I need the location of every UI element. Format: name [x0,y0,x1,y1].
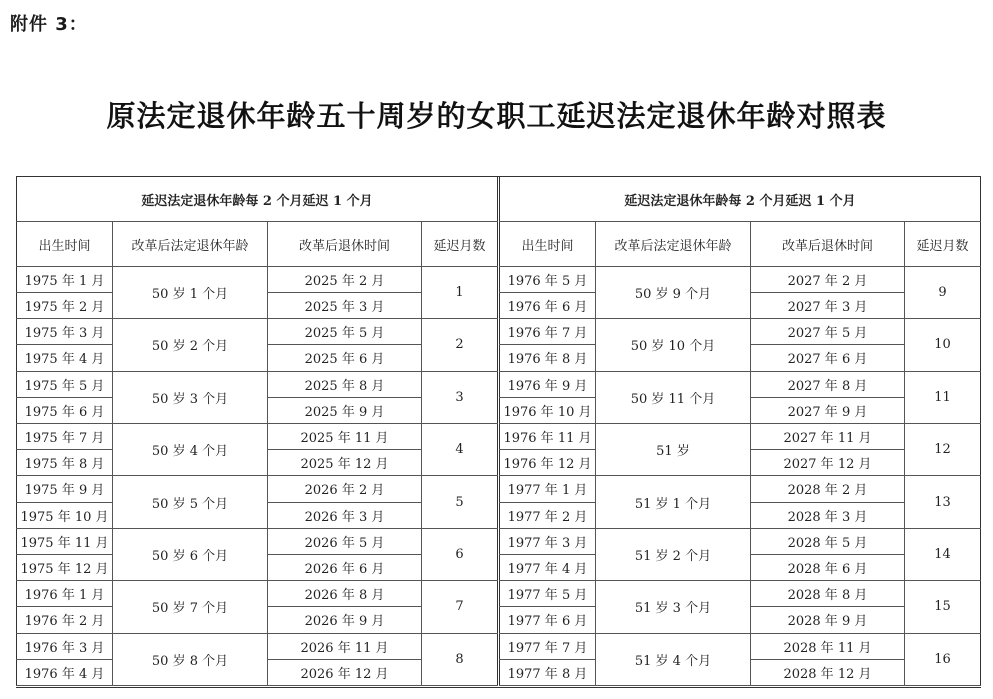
birth-time-cell: 1976 年 10 月 [499,397,595,423]
birth-time-cell: 1977 年 1 月 [499,476,595,502]
birth-time-cell: 1975 年 9 月 [17,476,113,502]
birth-time-cell: 1976 年 2 月 [17,607,113,633]
table-caption-row [499,177,980,222]
birth-time-cell: 1976 年 1 月 [17,581,113,607]
retirement-age-cell: 50 岁 7 个月 [113,581,268,633]
table-row [499,476,980,502]
birth-time-cell: 1977 年 7 月 [499,633,595,659]
delay-months-cell: 13 [904,476,980,528]
retirement-time-cell: 2027 年 8 月 [750,371,904,397]
retirement-time-cell: 2025 年 8 月 [268,371,422,397]
retirement-time-cell: 2025 年 3 月 [268,292,422,318]
birth-time-cell: 1976 年 5 月 [499,266,595,292]
birth-time-cell: 1975 年 7 月 [17,423,113,449]
retirement-age-cell: 51 岁 1 个月 [595,476,750,528]
delay-months-cell: 10 [904,319,980,371]
birth-time-cell: 1976 年 6 月 [499,292,595,318]
delay-months-cell: 3 [422,371,498,423]
table-row [17,371,498,397]
delay-months-cell: 5 [422,476,498,528]
retirement-time-cell: 2028 年 12 月 [750,659,904,685]
retirement-time-cell: 2025 年 5 月 [268,319,422,345]
retirement-time-cell: 2026 年 8 月 [268,581,422,607]
birth-time-cell: 1975 年 2 月 [17,292,113,318]
retirement-time-cell: 2026 年 3 月 [268,502,422,528]
table-row [17,319,498,345]
delay-months-cell: 8 [422,633,498,685]
retirement-time-cell: 2025 年 11 月 [268,423,422,449]
retirement-time-cell: 2027 年 11 月 [750,423,904,449]
birth-time-cell: 1975 年 12 月 [17,554,113,580]
retirement-time-cell: 2028 年 2 月 [750,476,904,502]
retirement-time-cell: 2028 年 8 月 [750,581,904,607]
header-retirement-age: 改革后法定退休年龄 [113,222,268,266]
birth-time-cell: 1975 年 3 月 [17,319,113,345]
retirement-time-cell: 2027 年 3 月 [750,292,904,318]
retirement-time-cell: 2028 年 6 月 [750,554,904,580]
birth-time-cell: 1975 年 5 月 [17,371,113,397]
retirement-time-cell: 2027 年 9 月 [750,397,904,423]
retirement-age-cell: 50 岁 1 个月 [113,266,268,318]
left-table [16,177,498,686]
birth-time-cell: 1977 年 5 月 [499,581,595,607]
retirement-time-cell: 2028 年 9 月 [750,607,904,633]
birth-time-cell: 1976 年 12 月 [499,450,595,476]
birth-time-cell: 1975 年 8 月 [17,450,113,476]
retirement-age-cell: 51 岁 [595,423,750,475]
birth-time-cell: 1976 年 3 月 [17,633,113,659]
birth-time-cell: 1976 年 11 月 [499,423,595,449]
retirement-age-cell: 50 岁 3 个月 [113,371,268,423]
delay-months-cell: 2 [422,319,498,371]
header-retirement-time: 改革后退休时间 [268,222,422,266]
delay-months-cell: 16 [904,633,980,685]
retirement-time-cell: 2027 年 6 月 [750,345,904,371]
retirement-time-cell: 2028 年 5 月 [750,528,904,554]
retirement-age-cell: 50 岁 4 个月 [113,423,268,475]
table-caption: 延迟法定退休年龄每 2 个月延迟 1 个月 [17,177,498,222]
retirement-time-cell: 2025 年 2 月 [268,266,422,292]
retirement-age-cell: 50 岁 6 个月 [113,528,268,580]
retirement-time-cell: 2026 年 2 月 [268,476,422,502]
header-delay-months: 延迟月数 [904,222,980,266]
birth-time-cell: 1977 年 8 月 [499,659,595,685]
delay-months-cell: 11 [904,371,980,423]
retirement-age-cell: 50 岁 9 个月 [595,266,750,318]
retirement-time-cell: 2027 年 12 月 [750,450,904,476]
delay-months-cell: 6 [422,528,498,580]
retirement-time-cell: 2025 年 9 月 [268,397,422,423]
table-row [499,581,980,607]
retirement-age-cell: 50 岁 5 个月 [113,476,268,528]
birth-time-cell: 1977 年 6 月 [499,607,595,633]
retirement-age-cell: 51 岁 4 个月 [595,633,750,685]
birth-time-cell: 1976 年 4 月 [17,659,113,685]
retirement-age-cell: 50 岁 2 个月 [113,319,268,371]
retirement-age-cell: 51 岁 3 个月 [595,581,750,633]
birth-time-cell: 1975 年 6 月 [17,397,113,423]
table-row [499,528,980,554]
birth-time-cell: 1976 年 9 月 [499,371,595,397]
table-row [17,581,498,607]
retirement-time-cell: 2028 年 3 月 [750,502,904,528]
table-row [17,633,498,659]
retirement-time-cell: 2028 年 11 月 [750,633,904,659]
delay-months-cell: 9 [904,266,980,318]
retirement-age-cell: 50 岁 8 个月 [113,633,268,685]
birth-time-cell: 1976 年 7 月 [499,319,595,345]
table-row [499,633,980,659]
retirement-time-cell: 2026 年 12 月 [268,659,422,685]
table-caption-row [17,177,498,222]
header-retirement-time: 改革后退休时间 [750,222,904,266]
document-title: 原法定退休年龄五十周岁的女职工延迟法定退休年龄对照表 [106,99,887,133]
retirement-time-cell: 2027 年 2 月 [750,266,904,292]
delay-months-cell: 7 [422,581,498,633]
header-birth-time: 出生时间 [17,222,113,266]
delay-months-cell: 15 [904,581,980,633]
table-header-row [499,222,980,266]
birth-time-cell: 1976 年 8 月 [499,345,595,371]
birth-time-cell: 1975 年 11 月 [17,528,113,554]
delay-months-cell: 4 [422,423,498,475]
delay-months-cell: 14 [904,528,980,580]
retirement-time-cell: 2026 年 11 月 [268,633,422,659]
delay-months-cell: 12 [904,423,980,475]
table-row [17,423,498,449]
birth-time-cell: 1975 年 10 月 [17,502,113,528]
table-row [499,319,980,345]
birth-time-cell: 1977 年 4 月 [499,554,595,580]
header-retirement-age: 改革后法定退休年龄 [595,222,750,266]
header-birth-time: 出生时间 [499,222,595,266]
table-caption: 延迟法定退休年龄每 2 个月延迟 1 个月 [499,177,980,222]
retirement-time-cell: 2025 年 12 月 [268,450,422,476]
retirement-age-cell: 51 岁 2 个月 [595,528,750,580]
birth-time-cell: 1975 年 1 月 [17,266,113,292]
attachment-label: 附件 3： [10,14,88,35]
birth-time-cell: 1977 年 2 月 [499,502,595,528]
table-row [17,266,498,292]
birth-time-cell: 1977 年 3 月 [499,528,595,554]
retirement-time-cell: 2026 年 9 月 [268,607,422,633]
table-row [499,371,980,397]
retirement-time-cell: 2026 年 5 月 [268,528,422,554]
table-row [17,476,498,502]
comparison-tables [16,176,981,688]
delay-months-cell: 1 [422,266,498,318]
retirement-time-cell: 2026 年 6 月 [268,554,422,580]
birth-time-cell: 1975 年 4 月 [17,345,113,371]
header-delay-months: 延迟月数 [422,222,498,266]
retirement-time-cell: 2025 年 6 月 [268,345,422,371]
retirement-age-cell: 50 岁 11 个月 [595,371,750,423]
right-table [499,177,981,686]
retirement-age-cell: 50 岁 10 个月 [595,319,750,371]
table-row [17,528,498,554]
retirement-time-cell: 2027 年 5 月 [750,319,904,345]
table-header-row [17,222,498,266]
table-row [499,423,980,449]
table-row [499,266,980,292]
